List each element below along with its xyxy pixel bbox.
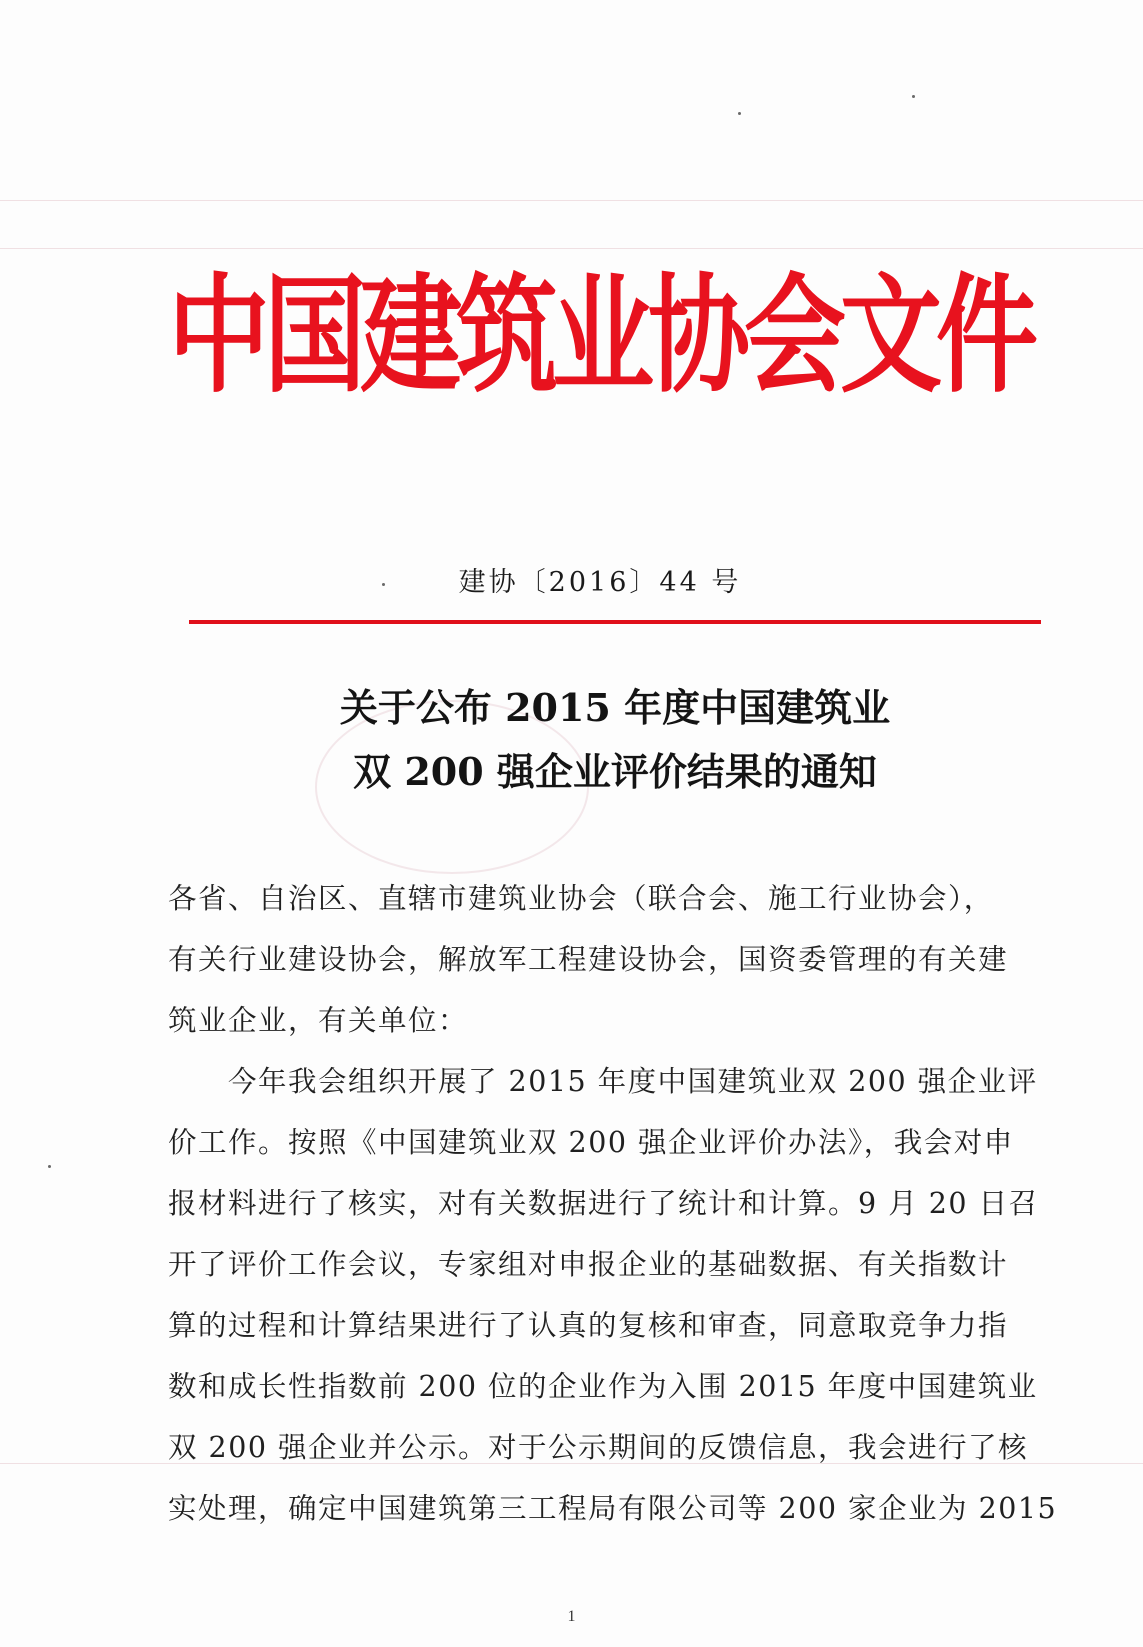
body-line: 开了评价工作会议，专家组对申报企业的基础数据、有关指数计: [168, 1248, 1009, 1281]
body-line: 算的过程和计算结果进行了认真的复核和审查，同意取竞争力指: [168, 1309, 1009, 1342]
notice-title-line-1: 关于公布 2015 年度中国建筑业: [339, 685, 891, 730]
body-line: 双 200 强企业并公示。对于公示期间的反馈信息，我会进行了核: [168, 1431, 1029, 1464]
scan-speck: [738, 112, 741, 115]
body-line: 价工作。按照《中国建筑业双 200 强企业评价办法》，我会对申: [168, 1126, 1014, 1159]
scan-speck: [912, 95, 915, 98]
scan-artifact-line: [0, 200, 1143, 201]
letterhead-title: 中国建筑业协会文件: [168, 262, 1032, 411]
body-text: [168, 868, 1058, 1539]
page-number: 1: [567, 1608, 576, 1625]
body-line: 今年我会组织开展了 2015 年度中国建筑业双 200 强企业评: [168, 1065, 1038, 1098]
document-number: 建协〔2016〕44 号: [458, 567, 742, 598]
body-line: 数和成长性指数前 200 位的企业作为入围 2015 年度中国建筑业: [168, 1370, 1038, 1403]
scan-speck: [48, 1165, 51, 1168]
body-line: 各省、自治区、直辖市建筑业协会（联合会、施工行业协会），: [168, 882, 994, 915]
body-line: 实处理，确定中国建筑第三工程局有限公司等 200 家企业为 2015: [168, 1492, 1058, 1525]
notice-title-line-2: 双 200 强企业评价结果的通知: [353, 749, 877, 794]
notice-title: [200, 676, 1030, 804]
red-separator-rule: [189, 620, 1041, 624]
body-line: 筑业企业，有关单位：: [168, 1004, 469, 1037]
body-line: 有关行业建设协会，解放军工程建设协会，国资委管理的有关建: [168, 943, 1009, 976]
body-line: 报材料进行了核实，对有关数据进行了统计和计算。9 月 20 日召: [168, 1187, 1039, 1220]
